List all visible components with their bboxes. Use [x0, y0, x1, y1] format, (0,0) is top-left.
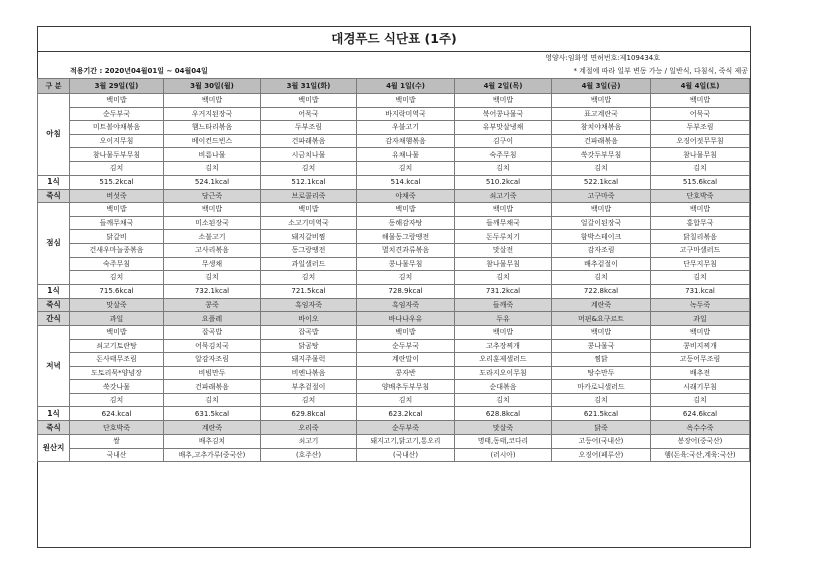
- origin-country: (호주산): [261, 448, 357, 462]
- menu-item: 숙주무침: [70, 257, 164, 271]
- kcal-label: 1식: [38, 175, 70, 189]
- kcal-value: 731.kcal: [651, 284, 750, 298]
- menu-item: 김치: [70, 161, 164, 175]
- menu-item: 백미밥: [357, 94, 455, 108]
- menu-item: 비빔만두: [164, 366, 261, 380]
- dinner-menu-row: [38, 339, 750, 353]
- menu-item: 동그랑땡전: [261, 243, 357, 257]
- menu-item: 백미밥: [70, 94, 164, 108]
- porridge-item: 단호박죽: [70, 421, 164, 435]
- day-header: 3월 30일(월): [164, 79, 261, 94]
- dinner-label: 저녁: [38, 325, 70, 407]
- menu-item: 들깨무채국: [455, 216, 552, 230]
- menu-item: 무생채: [164, 257, 261, 271]
- menu-item: 들깨무채국: [70, 216, 164, 230]
- menu-item: 닭칠리볶음: [651, 230, 750, 244]
- kcal-value: 515.2kcal: [70, 175, 164, 189]
- menu-item: 마카로니샐러드: [552, 380, 651, 394]
- menu-item: 김구이: [455, 134, 552, 148]
- menu-item: 백미밥: [552, 203, 651, 217]
- menu-item: 어묵국: [261, 107, 357, 121]
- menu-item: 잡곡밥: [261, 325, 357, 339]
- menu-item: 콩비지찌개: [651, 339, 750, 353]
- menu-item: 해물동그랑땡전: [357, 230, 455, 244]
- lunch-porridge-row: [38, 298, 750, 312]
- dinner-kcal-row: [38, 407, 750, 421]
- lunch-kcal-row: [38, 284, 750, 298]
- menu-item: 참나물무침: [651, 148, 750, 162]
- menu-item: 순대볶음: [455, 380, 552, 394]
- menu-item: 백미밥: [261, 203, 357, 217]
- kcal-value: 514.kcal: [357, 175, 455, 189]
- menu-item: 두부조림: [651, 121, 750, 135]
- origin-item: 배추김치: [164, 435, 261, 449]
- snack-item: 과일: [651, 312, 750, 326]
- menu-item: 김치: [164, 161, 261, 175]
- menu-item: 돼지갈비찜: [261, 230, 357, 244]
- porridge-item: 흑임자죽: [261, 298, 357, 312]
- porridge-item: 녹두죽: [651, 298, 750, 312]
- porridge-item: 콩죽: [164, 298, 261, 312]
- menu-item: 두부조림: [261, 121, 357, 135]
- menu-item: 김치: [357, 161, 455, 175]
- porridge-item: 흑임자죽: [357, 298, 455, 312]
- menu-item: 유채나물: [357, 148, 455, 162]
- lunch-label: 점심: [38, 203, 70, 285]
- menu-item: 콩나물무침: [357, 257, 455, 271]
- kcal-value: 628.8kcal: [455, 407, 552, 421]
- kcal-label: 1식: [38, 407, 70, 421]
- porridge-item: 들깨죽: [455, 298, 552, 312]
- menu-item: 백미밥: [455, 203, 552, 217]
- menu-item: 콩자반: [357, 366, 455, 380]
- menu-item: 김치: [552, 393, 651, 407]
- snack-item: 과일: [70, 312, 164, 326]
- menu-item: 시래기무침: [651, 380, 750, 394]
- menu-item: 백미밥: [552, 94, 651, 108]
- menu-item: 미소된장국: [164, 216, 261, 230]
- porridge-item: 오리죽: [261, 421, 357, 435]
- kcal-value: 731.2kcal: [455, 284, 552, 298]
- menu-item: 감자채햄볶음: [357, 134, 455, 148]
- porridge-item: 맛살죽: [70, 298, 164, 312]
- kcal-value: 510.2kcal: [455, 175, 552, 189]
- menu-item: 백미밥: [455, 325, 552, 339]
- day-header: 4월 4일(토): [651, 79, 750, 94]
- kcal-value: 624.6kcal: [651, 407, 750, 421]
- menu-item: 동해감자탕: [357, 216, 455, 230]
- menu-item: 김치: [70, 271, 164, 285]
- menu-item: 잡곡밥: [164, 325, 261, 339]
- menu-item: 비름나물: [164, 148, 261, 162]
- menu-item: 돼지주물럭: [261, 353, 357, 367]
- menu-item: 백미밥: [357, 203, 455, 217]
- menu-item: 백미밥: [70, 203, 164, 217]
- menu-item: 찜닭: [552, 353, 651, 367]
- menu-item: 김치: [455, 393, 552, 407]
- origin-country: 햄(돈육:국산,계육:국산): [651, 448, 750, 462]
- day-header: 4월 1일(수): [357, 79, 455, 94]
- menu-item: 김치: [455, 161, 552, 175]
- porridge-label: 죽식: [38, 298, 70, 312]
- menu-item: 부추겉절이: [261, 380, 357, 394]
- kcal-value: 512.1kcal: [261, 175, 357, 189]
- lunch-menu-row: [38, 257, 750, 271]
- menu-item: 김치: [357, 271, 455, 285]
- menu-item: 우거지된장국: [164, 107, 261, 121]
- snack-item: 바이오: [261, 312, 357, 326]
- menu-item: 베이컨드빈스: [164, 134, 261, 148]
- menu-item: 백미밥: [164, 94, 261, 108]
- menu-item: 미트볼야채볶음: [70, 121, 164, 135]
- menu-sheet: [37, 26, 751, 548]
- menu-item: 김치: [164, 393, 261, 407]
- menu-item: 백미밥: [651, 94, 750, 108]
- porridge-item: 야채죽: [357, 189, 455, 203]
- menu-item: 고등어무조림: [651, 353, 750, 367]
- lunch-snack-row: [38, 312, 750, 326]
- menu-item: 백미밥: [455, 94, 552, 108]
- kcal-value: 515.6kcal: [651, 175, 750, 189]
- menu-item: 건파래볶음: [552, 134, 651, 148]
- menu-item: 우불고기: [357, 121, 455, 135]
- menu-item: 김치: [552, 271, 651, 285]
- dinner-menu-row: [38, 380, 750, 394]
- menu-item: 백미밥: [261, 94, 357, 108]
- snack-item: 바나나우유: [357, 312, 455, 326]
- porridge-item: 맛살죽: [455, 421, 552, 435]
- menu-item: 건파래볶음: [164, 380, 261, 394]
- breakfast-menu-row: [38, 121, 750, 135]
- porridge-item: 당근죽: [164, 189, 261, 203]
- breakfast-menu-row: [38, 161, 750, 175]
- menu-item: 건파래볶음: [261, 134, 357, 148]
- day-header: 4월 2일(목): [455, 79, 552, 94]
- origin-item: 명태,동태,코다리: [455, 435, 552, 449]
- menu-item: 바지락미역국: [357, 107, 455, 121]
- origin-item: 봉장어(중국산): [651, 435, 750, 449]
- day-header: 3월 29일(일): [70, 79, 164, 94]
- kcal-value: 623.2kcal: [357, 407, 455, 421]
- menu-item: 김치: [261, 393, 357, 407]
- menu-item: 멸치견과류볶음: [357, 243, 455, 257]
- menu-item: 순두부국: [357, 339, 455, 353]
- menu-item: 고사리볶음: [164, 243, 261, 257]
- menu-item: 돈사태무조림: [70, 353, 164, 367]
- notice-text: * 계절에 따라 일부 변동 가능 / 일반식, 다침식, 죽식 제공: [573, 67, 748, 75]
- menu-item: 김치: [261, 161, 357, 175]
- menu-item: 콩나물국: [552, 339, 651, 353]
- menu-item: 쑥갓나물: [70, 380, 164, 394]
- porridge-item: 고구마죽: [552, 189, 651, 203]
- origin-country: 오징어(페루산): [552, 448, 651, 462]
- kcal-value: 732.1kcal: [164, 284, 261, 298]
- menu-item: 시금치나물: [261, 148, 357, 162]
- menu-item: 과일샐러드: [261, 257, 357, 271]
- breakfast-kcal-row: [38, 175, 750, 189]
- lunch-menu-row: [38, 243, 750, 257]
- menu-item: 백미밥: [651, 203, 750, 217]
- menu-item: 백미밥: [164, 203, 261, 217]
- menu-item: 배추겉절이: [552, 257, 651, 271]
- menu-item: 오이지무침: [70, 134, 164, 148]
- porridge-item: 옥수수죽: [651, 421, 750, 435]
- menu-table: [37, 78, 750, 462]
- menu-item: 탕수만두: [552, 366, 651, 380]
- kcal-label: 1식: [38, 284, 70, 298]
- porridge-item: 브로콜리죽: [261, 189, 357, 203]
- menu-item: 얼갈이된장국: [552, 216, 651, 230]
- header-label: 구 분: [38, 79, 70, 94]
- kcal-value: 721.5kcal: [261, 284, 357, 298]
- porridge-item: 버섯죽: [70, 189, 164, 203]
- origin-item: 돼지고기,닭고기,통오리: [357, 435, 455, 449]
- porridge-item: 계란죽: [164, 421, 261, 435]
- breakfast-menu-row: [38, 134, 750, 148]
- menu-item: 감자조림: [552, 243, 651, 257]
- menu-item: 도토리묵*양념장: [70, 366, 164, 380]
- menu-item: 김치: [651, 161, 750, 175]
- menu-item: 김치: [651, 393, 750, 407]
- origin-label: 원산지: [38, 435, 70, 462]
- header-row: [38, 79, 750, 94]
- menu-item: 유부맛살냉채: [455, 121, 552, 135]
- kcal-value: 715.6kcal: [70, 284, 164, 298]
- breakfast-menu-row: [38, 107, 750, 121]
- dinner-menu-row: [38, 353, 750, 367]
- porridge-item: 단호박죽: [651, 189, 750, 203]
- menu-item: 양배추두부무침: [357, 380, 455, 394]
- menu-item: 김치: [651, 271, 750, 285]
- kcal-value: 522.1kcal: [552, 175, 651, 189]
- menu-item: 돈두루치기: [455, 230, 552, 244]
- dinner-menu-row: [38, 366, 750, 380]
- breakfast-menu-row: [38, 148, 750, 162]
- menu-item: 알감자조림: [164, 353, 261, 367]
- snack-item: 요플레: [164, 312, 261, 326]
- day-header: 4월 3일(금): [552, 79, 651, 94]
- menu-item: 표고계란국: [552, 107, 651, 121]
- day-header: 3월 31일(화): [261, 79, 357, 94]
- menu-item: 오리훈제샐러드: [455, 353, 552, 367]
- menu-item: 건새우마늘종볶음: [70, 243, 164, 257]
- menu-item: 함박스테이크: [552, 230, 651, 244]
- menu-item: 홍합무국: [651, 216, 750, 230]
- snack-item: 두유: [455, 312, 552, 326]
- kcal-value: 631.5kcal: [164, 407, 261, 421]
- kcal-value: 621.5kcal: [552, 407, 651, 421]
- menu-item: 오징어젓무무침: [651, 134, 750, 148]
- menu-item: 순두부국: [70, 107, 164, 121]
- menu-item: 백미밥: [70, 325, 164, 339]
- menu-item: 고구마샐러드: [651, 243, 750, 257]
- menu-item: 닭갈비: [70, 230, 164, 244]
- dinner-porridge-row: [38, 421, 750, 435]
- breakfast-menu-row: [38, 94, 750, 108]
- menu-item: 참치야채볶음: [552, 121, 651, 135]
- menu-item: 참나물두부무침: [70, 148, 164, 162]
- breakfast-label: 아침: [38, 94, 70, 176]
- menu-item: 어묵국: [651, 107, 750, 121]
- kcal-value: 624.kcal: [70, 407, 164, 421]
- menu-item: 배추전: [651, 366, 750, 380]
- menu-item: 숙주무침: [455, 148, 552, 162]
- origin-country: 배추,고추가루(중국산): [164, 448, 261, 462]
- menu-item: 햄느타리볶음: [164, 121, 261, 135]
- lunch-menu-row: [38, 271, 750, 285]
- menu-item: 참나물무침: [455, 257, 552, 271]
- menu-item: 단무지무침: [651, 257, 750, 271]
- origin-row: [38, 435, 750, 449]
- lunch-menu-row: [38, 203, 750, 217]
- porridge-item: 계란죽: [552, 298, 651, 312]
- page-title: 대경푸드 식단표 (1주): [38, 27, 750, 52]
- menu-item: 백미밥: [552, 325, 651, 339]
- kcal-value: 524.1kcal: [164, 175, 261, 189]
- porridge-label: 죽식: [38, 421, 70, 435]
- menu-item: 백미밥: [357, 325, 455, 339]
- menu-item: 계란말이: [357, 353, 455, 367]
- menu-item: 김치: [357, 393, 455, 407]
- period-text: 적용기간 : 2020년04월01일 ~ 04월04일: [70, 67, 208, 75]
- menu-item: 김치: [455, 271, 552, 285]
- porridge-item: 닭죽: [552, 421, 651, 435]
- menu-item: 소불고기: [164, 230, 261, 244]
- menu-item: 김치: [261, 271, 357, 285]
- menu-item: 김치: [70, 393, 164, 407]
- porridge-label: 죽식: [38, 189, 70, 203]
- dinner-menu-row: [38, 393, 750, 407]
- origin-country: (국내산): [357, 448, 455, 462]
- kcal-value: 629.8kcal: [261, 407, 357, 421]
- lunch-menu-row: [38, 230, 750, 244]
- dietitian-info: 영양사:임화영 면허번호:제109434호: [545, 54, 660, 62]
- kcal-value: 722.8kcal: [552, 284, 651, 298]
- snack-item: 머핀&요구르트: [552, 312, 651, 326]
- menu-item: 김치: [552, 161, 651, 175]
- kcal-value: 728.9kcal: [357, 284, 455, 298]
- lunch-menu-row: [38, 216, 750, 230]
- origin-item: 쌀: [70, 435, 164, 449]
- origin-item: 고등어(국내산): [552, 435, 651, 449]
- menu-item: 북어콩나물국: [455, 107, 552, 121]
- menu-item: 소고기미역국: [261, 216, 357, 230]
- menu-item: 닭곰탕: [261, 339, 357, 353]
- snack-label: 간식: [38, 312, 70, 326]
- menu-item: 쑥갓두부무침: [552, 148, 651, 162]
- breakfast-porridge-row: [38, 189, 750, 203]
- dinner-menu-row: [38, 325, 750, 339]
- period-row: [38, 65, 750, 78]
- menu-item: 어묵김치국: [164, 339, 261, 353]
- menu-item: 쇠고기토란탕: [70, 339, 164, 353]
- origin-country: 국내산: [70, 448, 164, 462]
- menu-item: 김치: [164, 271, 261, 285]
- origin-country: (러시아): [455, 448, 552, 462]
- menu-item: 맛살전: [455, 243, 552, 257]
- porridge-item: 쇠고기죽: [455, 189, 552, 203]
- menu-item: 비엔나볶음: [261, 366, 357, 380]
- porridge-item: 순두부죽: [357, 421, 455, 435]
- menu-item: 백미밥: [651, 325, 750, 339]
- origin-item: 쇠고기: [261, 435, 357, 449]
- origin-row: [38, 448, 750, 462]
- menu-item: 고추장찌개: [455, 339, 552, 353]
- menu-item: 도라지오이무침: [455, 366, 552, 380]
